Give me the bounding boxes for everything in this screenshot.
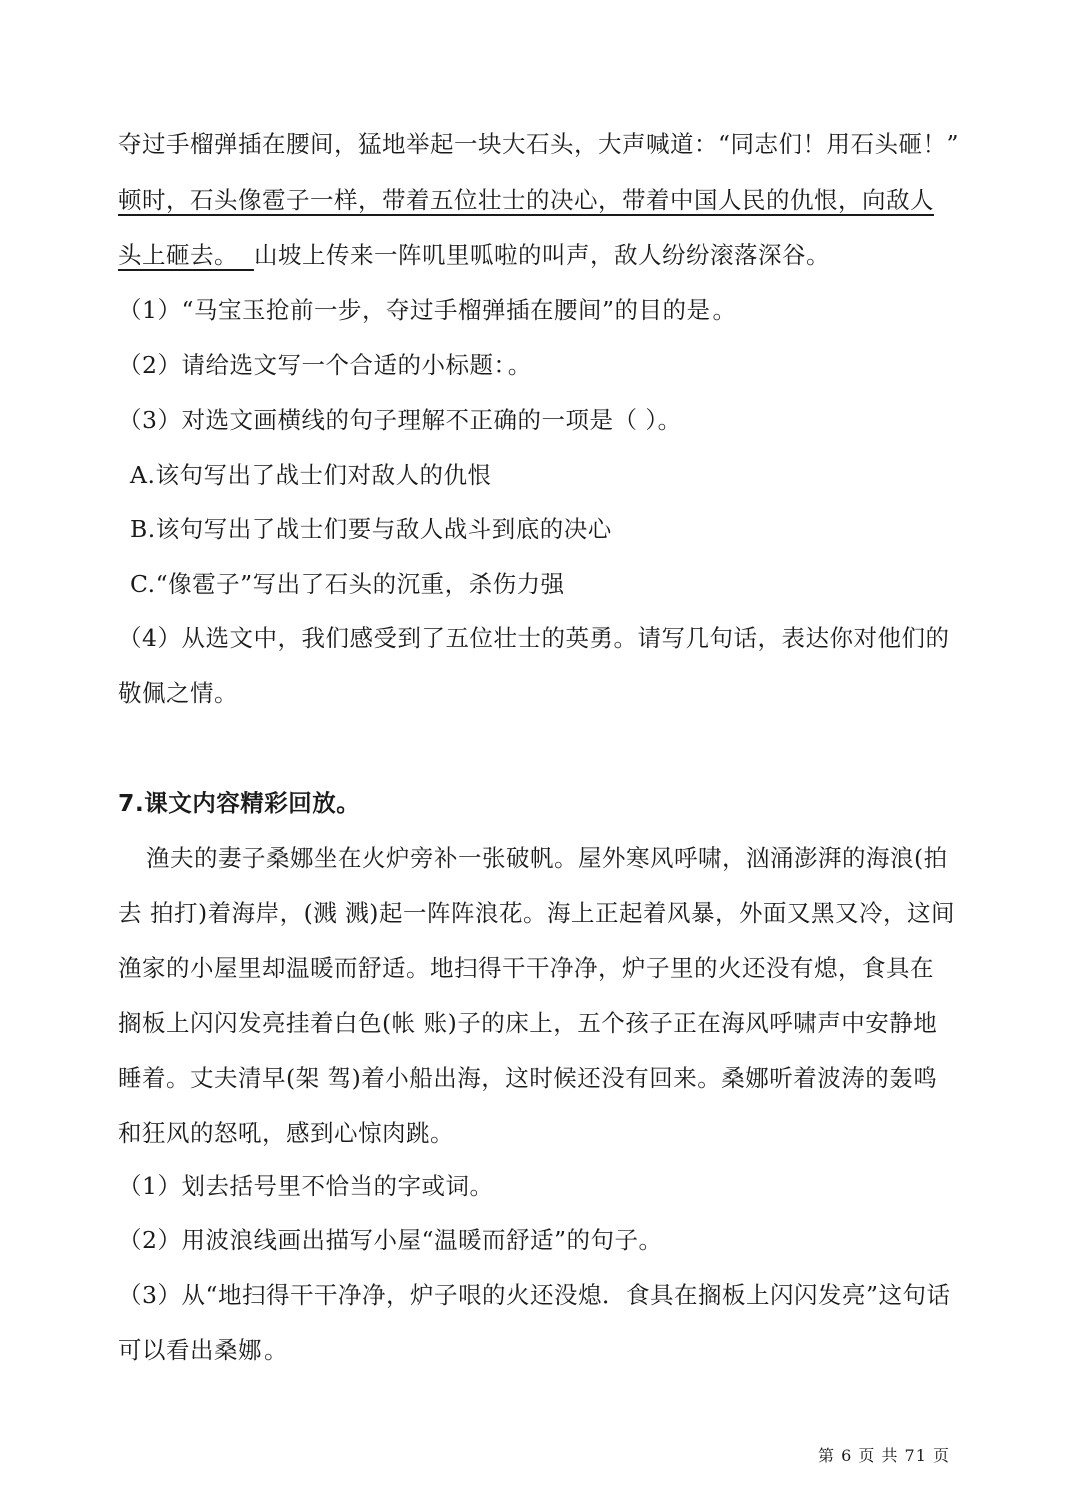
underlined-sentence-end: 头上砸去。	[118, 241, 238, 269]
question-4-line-2	[118, 675, 968, 711]
option-text: B.该句写出了战士们要与敌人战斗到底的决心	[130, 515, 612, 543]
passage-line-3	[118, 237, 968, 273]
paragraph-text: 去 拍打)着海岸，(溅 溅)起一阵阵浪花。海上正起着风暴，外面又黑又冷，这间	[118, 899, 955, 927]
page-footer	[818, 1444, 950, 1468]
question-end: 。	[712, 296, 737, 324]
passage-text: 山坡上传来一阵叽里呱啦的叫声，敌人纷纷滚落深谷。	[253, 241, 830, 269]
passage-line-2	[118, 182, 968, 218]
question-text: （1）“马宝玉抢前一步，夺过手榴弹插在腰间”的目的是	[118, 296, 711, 324]
question-text: （3）从“地扫得干干净净，炉子哏的火还没熄．食具在搁板上闪闪发亮”这句话	[118, 1281, 951, 1309]
question-text: （1）划去括号里不恰当的字或词。	[118, 1172, 494, 1200]
section7-question-1	[118, 1168, 968, 1204]
section7-paragraph-line-4	[118, 1005, 968, 1041]
question-text: （2）用波浪线画出描写小屋“温暖而舒适”的句子。	[118, 1226, 663, 1254]
question-text: 敬佩之情。	[118, 679, 238, 707]
option-text: C.“像雹子”写出了石头的沉重，杀伤力强	[130, 570, 565, 598]
question-text: （2）请给选文写一个合适的小标题：	[118, 351, 506, 379]
question-3	[118, 402, 968, 438]
question-4-line-1	[118, 620, 968, 656]
section-title: 7.课文内容精彩回放。	[118, 789, 361, 817]
section7-paragraph-line-5	[118, 1060, 968, 1096]
question-text: （3）对选文画横线的句子理解不正确的一项是（ ）。	[118, 406, 682, 434]
page-number: 第 6 页 共 71 页	[818, 1446, 950, 1465]
underlined-sentence: 顿时，石头像雹子一样，带着五位壮士的决心，带着中国人民的仇恨，向敌人	[118, 186, 934, 214]
paragraph-text: 睡着。丈夫清早(架 驾)着小船出海，这时候还没有回来。桑娜听着波涛的轰鸣	[118, 1064, 938, 1092]
question-1	[118, 292, 968, 328]
option-a	[130, 457, 980, 493]
question-2	[118, 347, 968, 383]
option-text: A.该句写出了战士们对敌人的仇恨	[130, 461, 492, 489]
section-heading	[118, 785, 968, 821]
paragraph-text: 搁板上闪闪发亮挂着白色(帐 账)子的床上，五个孩子正在海风呼啸声中安静地	[118, 1009, 938, 1037]
option-c	[130, 566, 980, 602]
paragraph-text: 渔夫的妻子桑娜坐在火炉旁补一张破帆。屋外寒风呼啸，汹涌澎湃的海浪(拍	[146, 844, 948, 872]
question-text: （4）从选文中，我们感受到了五位壮士的英勇。请写几句话，表达你对他们的	[118, 624, 950, 652]
option-b	[130, 511, 980, 547]
paragraph-text: 渔家的小屋里却温暖而舒适。地扫得干干净净，炉子里的火还没有熄，食具在	[118, 954, 934, 982]
paragraph-text: 和狂风的怒吼，感到心惊肉跳。	[118, 1119, 454, 1147]
section7-paragraph-line-2	[118, 895, 968, 931]
section7-question-3-line-2	[118, 1332, 968, 1368]
question-end: 。	[264, 1336, 288, 1364]
passage-line-1	[118, 126, 968, 162]
section7-paragraph-line-6	[118, 1115, 968, 1151]
passage-text: 夺过手榴弹插在腰间，猛地举起一块大石头，大声喊道：“同志们！用石头砸！”	[118, 130, 960, 158]
section7-paragraph-line-1	[146, 840, 996, 876]
section7-question-3-line-1	[118, 1277, 968, 1313]
question-end: 。	[507, 351, 532, 379]
section7-paragraph-line-3	[118, 950, 968, 986]
section7-question-2	[118, 1222, 968, 1258]
question-text: 可以看出桑娜	[118, 1336, 262, 1364]
